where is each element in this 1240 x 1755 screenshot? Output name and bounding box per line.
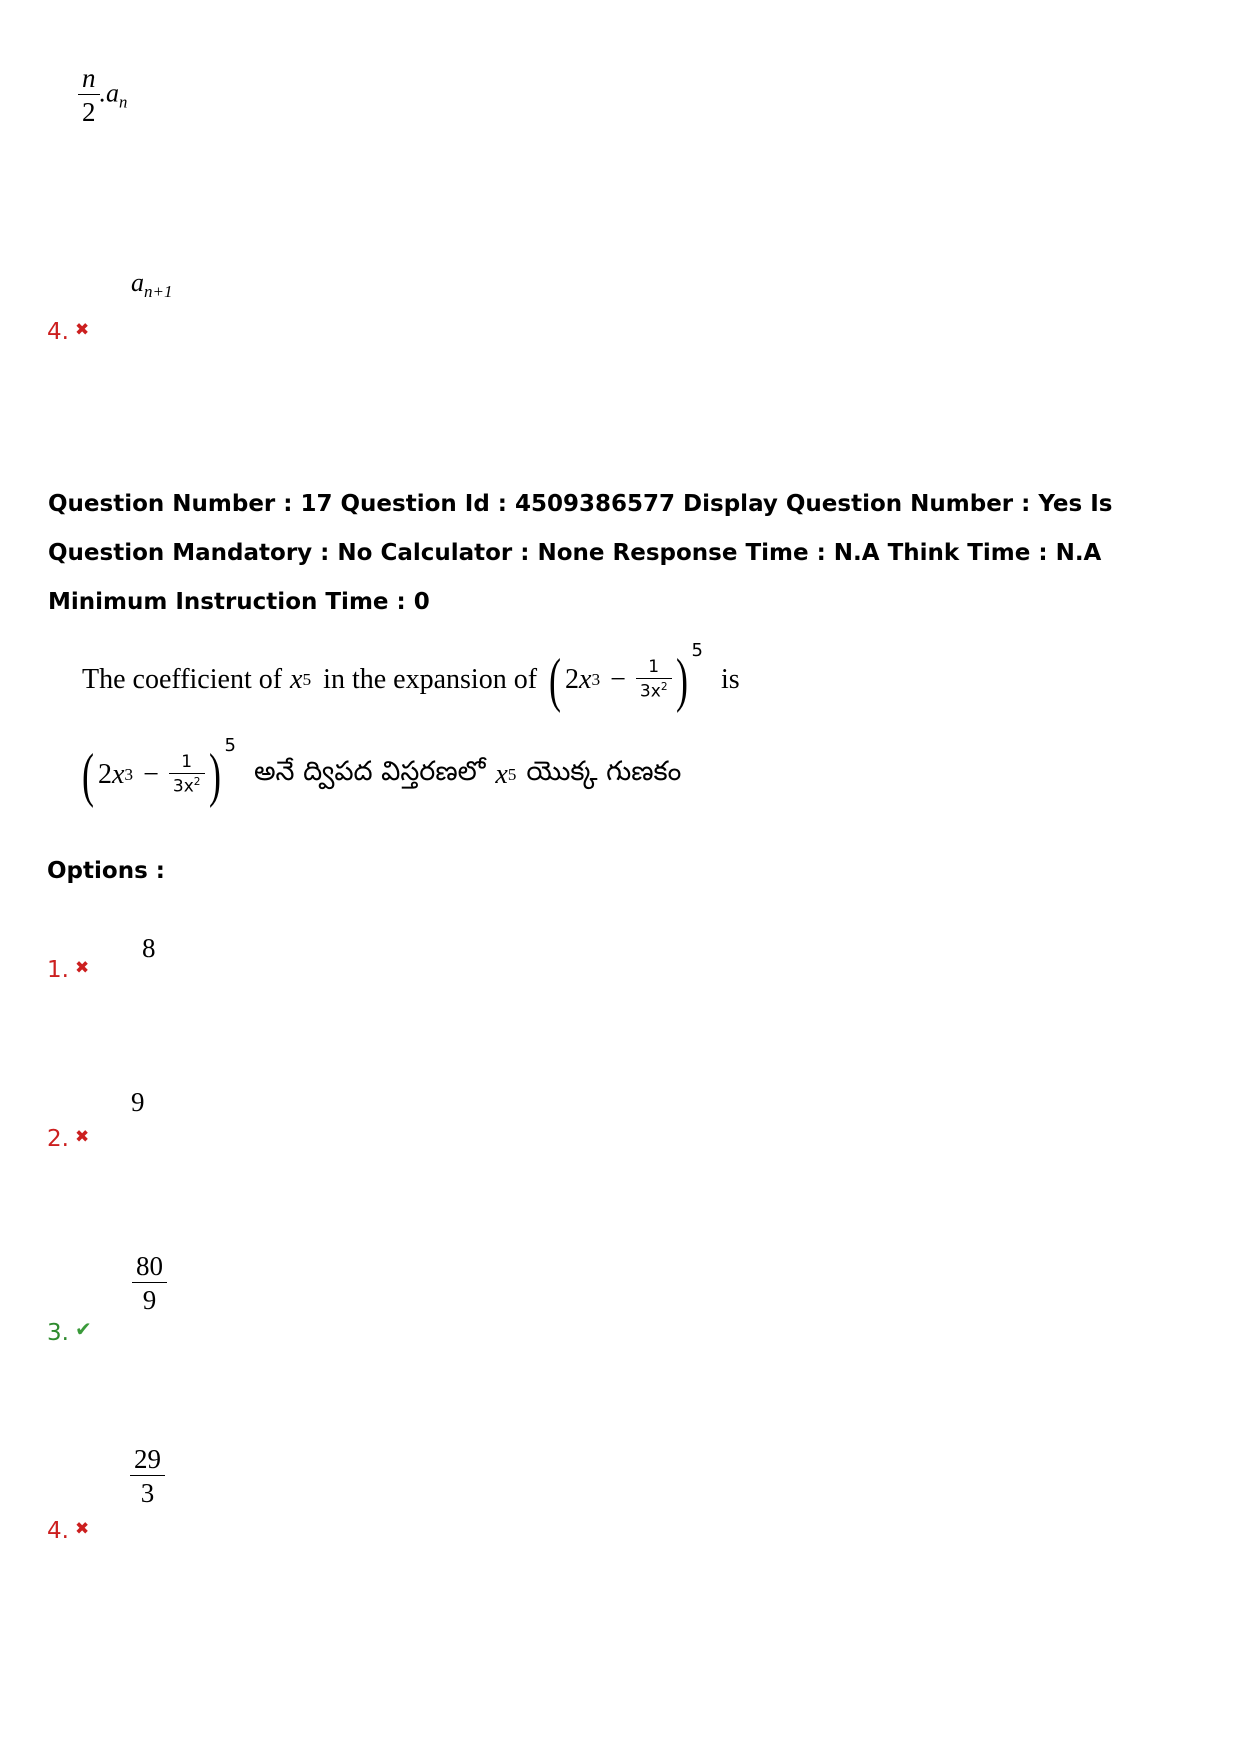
binomial-expression-telugu: ( 2 x 3 − $\frac{1}{3x^2}$ ) 5 [81, 735, 236, 808]
fraction-denominator: 9 [142, 1285, 157, 1316]
binomial-expression: ( 2 x 3 − $\frac{1}{3x^2}$ ) 5 [549, 640, 703, 713]
base-coef: 2 [565, 664, 579, 695]
option-3-value [132, 1252, 167, 1315]
option-3[interactable] [47, 1317, 92, 1346]
stem-prefix: The coefficient of [82, 664, 283, 695]
fraction-numerator: 80 [136, 1251, 163, 1281]
base-coef: 2 [97, 759, 112, 790]
telugu-text-2: యొక్క గుణకం [526, 756, 682, 787]
option-4-value [130, 1445, 165, 1508]
question-meta: Question Number : 17 Question Id : 4509386577 Display Question Number : Yes Is Question Mandatory : No Calculator : None Response Time : N.A Think Time : N.A Minimum Instruction Time : 0 [48, 491, 1113, 615]
option-number: 2. [47, 1126, 69, 1152]
fraction-suffix: .a [99, 78, 119, 108]
option-number: 4. [47, 1518, 69, 1544]
base-exp: 3 [591, 670, 601, 689]
option-4[interactable] [47, 1518, 89, 1544]
frac-den: 3x [639, 681, 661, 702]
question-text-english [82, 640, 740, 713]
fraction-denominator: 3 [140, 1478, 155, 1509]
options-label: Options : [47, 858, 165, 884]
option-1-value: 8 [142, 933, 156, 963]
fraction-numerator: n [82, 63, 96, 93]
option-2-value: 9 [131, 1087, 145, 1117]
question-text-telugu [78, 735, 682, 808]
telugu-var: x [495, 759, 508, 790]
check-icon: ✔ [74, 1317, 92, 1341]
outer-exp: 5 [224, 735, 236, 756]
stem-suffix: is [720, 664, 740, 695]
cross-icon: ✖ [74, 1127, 90, 1147]
stem-middle: in the expansion of [323, 664, 538, 695]
prev-option-fragment [78, 64, 127, 127]
frac-den-exp: 2 [660, 681, 668, 694]
frac-num: 1 [181, 751, 193, 772]
option-2[interactable] [47, 1126, 89, 1152]
option-number: 4. [47, 319, 69, 345]
option-value: a [131, 268, 144, 297]
fraction-numerator: 29 [134, 1444, 161, 1474]
base-var: x [579, 664, 592, 695]
prev-option-4[interactable] [47, 319, 89, 345]
cross-icon: ✖ [74, 958, 90, 978]
stem-var: x [290, 664, 303, 695]
frac-num: 1 [648, 656, 660, 677]
stem-var-exp: 5 [302, 670, 312, 689]
frac-den-exp: 2 [193, 776, 201, 789]
telugu-var-exp: 5 [507, 765, 517, 784]
outer-exp: 5 [691, 640, 703, 661]
option-value-sub: n+1 [144, 281, 173, 301]
option-number: 1. [47, 957, 69, 983]
prev-option-4-value [131, 268, 172, 302]
base-exp: 3 [124, 765, 134, 784]
cross-icon: ✖ [74, 1519, 90, 1539]
fraction-denominator: 2 [82, 97, 96, 128]
fraction-suffix-sub: n [119, 92, 128, 112]
frac-den: 3x [172, 776, 194, 797]
telugu-text-1: అనే ద్విపద విస్తరణలో [253, 756, 486, 787]
minus-sign: − [610, 664, 626, 695]
option-number: 3. [47, 1320, 69, 1346]
option-1[interactable] [47, 957, 89, 983]
base-var: x [111, 759, 125, 790]
minus-sign: − [143, 759, 159, 790]
cross-icon: ✖ [74, 320, 90, 340]
